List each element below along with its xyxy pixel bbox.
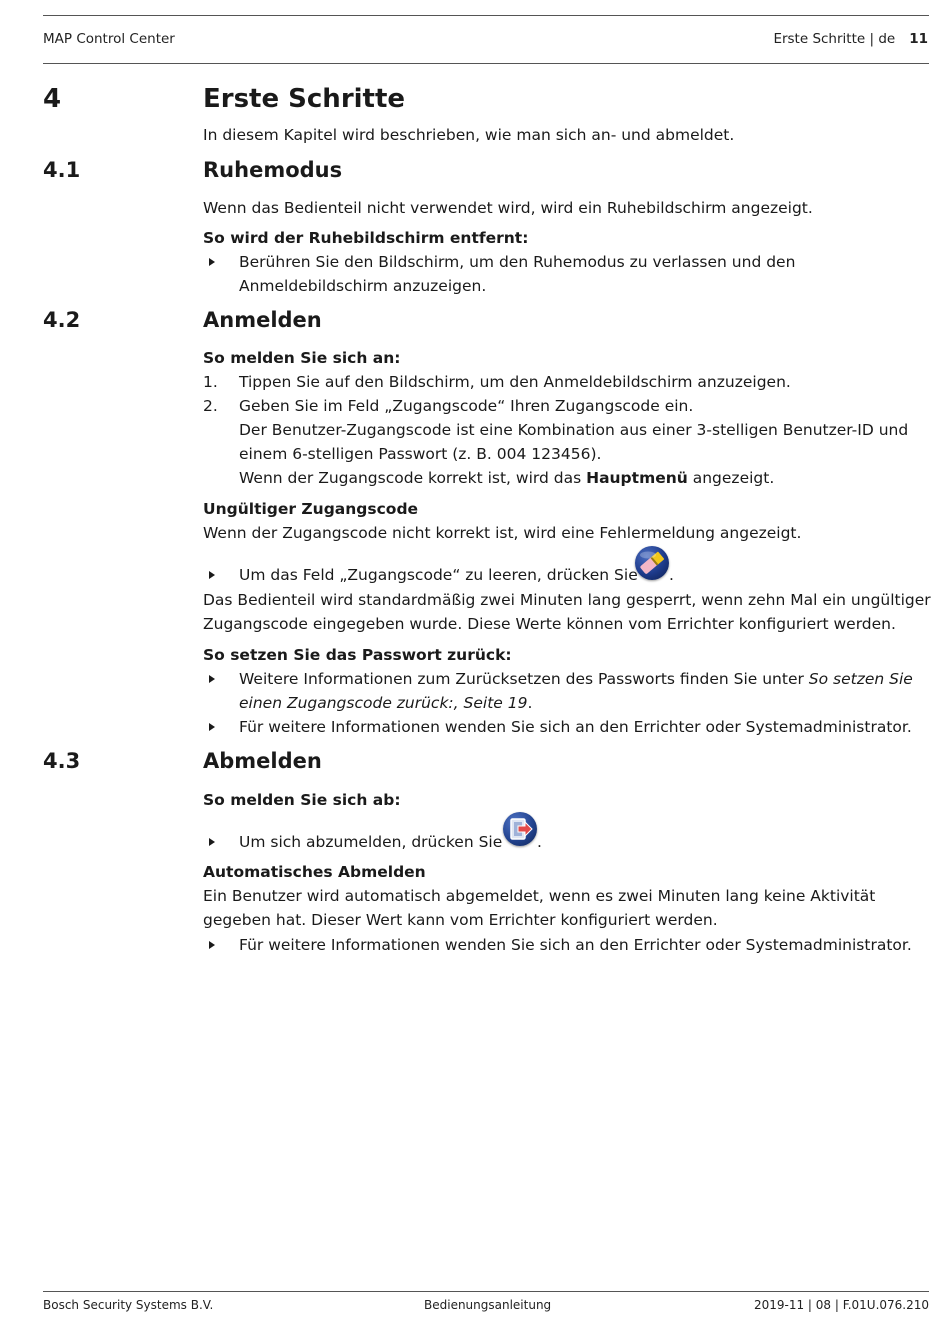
reset-password-heading: So setzen Sie das Passwort zurück: — [203, 646, 512, 664]
lockout-line2: Zugangscode eingegeben wurde. Diese Werte können vom Errichter konfiguriert werden. — [203, 615, 896, 633]
eraser-icon — [635, 546, 669, 580]
section-4-1-howto: So wird der Ruhebildschirm entfernt: — [203, 229, 529, 247]
auto-logout-line2: gegeben hat. Dieser Wert kann vom Errichter konfiguriert werden. — [203, 911, 718, 929]
invalid-code-text: Wenn der Zugangscode nicht korrekt ist, wird eine Fehlermeldung angezeigt. — [203, 524, 802, 542]
eraser-icon-graphic — [635, 546, 669, 580]
reset-bullet-period: . — [527, 694, 533, 712]
header-section-label: Erste Schritte | de — [773, 31, 896, 47]
step-1-number: 1. — [203, 373, 218, 391]
logout-icon-graphic — [503, 812, 537, 846]
clear-code-period: . — [669, 566, 674, 584]
section-4-3-number: 4.3 — [43, 749, 81, 773]
auto-logout-bullet: Für weitere Informationen wenden Sie sich an den Errichter oder Systemadministrator. — [239, 936, 912, 954]
section-4-1-intro: Wenn das Bedienteil nicht verwendet wird, wird ein Ruhebildschirm angezeigt. — [203, 199, 813, 217]
chapter-number: 4 — [43, 84, 62, 114]
section-4-1-title: Ruhemodus — [203, 158, 343, 182]
lockout-line1: Das Bedienteil wird standardmäßig zwei Minuten lang gesperrt, wenn zehn Mal ein ungültiger — [203, 591, 931, 609]
main-menu-term: Hauptmenü — [586, 469, 688, 487]
footer-doc-id: 2019-11 | 08 | F.01U.076.210 — [753, 1298, 929, 1312]
reset-bullet-2: Für weitere Informationen wenden Sie sich an den Errichter oder Systemadministrator. — [239, 718, 912, 736]
header-section — [773, 31, 928, 47]
footer-rule — [43, 1291, 929, 1292]
step-2-detail-line3-post: angezeigt. — [687, 469, 775, 487]
section-4-1-bullet-line2: Anmeldebildschirm anzuzeigen. — [239, 277, 487, 295]
bullet-marker — [209, 675, 215, 683]
reset-cross-reference-part2[interactable]: einen Zugangscode zurück:, Seite 19 — [239, 694, 528, 712]
step-2-detail-line3 — [239, 466, 774, 490]
auto-logout-line1: Ein Benutzer wird automatisch abgemeldet, wenn es zwei Minuten lang keine Aktivität — [203, 887, 876, 905]
step-1-text: Tippen Sie auf den Bildschirm, um den Anmeldebildschirm anzuzeigen. — [239, 373, 791, 391]
section-4-2-number: 4.2 — [43, 308, 81, 332]
section-4-2-title: Anmelden — [203, 308, 322, 332]
chapter-intro: In diesem Kapitel wird beschrieben, wie man sich an- und abmeldet. — [203, 126, 735, 144]
header-bottom-rule — [43, 63, 929, 64]
section-4-1-number: 4.1 — [43, 158, 81, 182]
step-2-number: 2. — [203, 397, 218, 415]
logout-bullet: Um sich abzumelden, drücken Sie — [239, 833, 503, 851]
section-4-3-howto: So melden Sie sich ab: — [203, 791, 401, 809]
reset-cross-reference-part1[interactable]: So setzen Sie — [808, 670, 913, 688]
header-top-rule — [43, 15, 929, 16]
page-number: 11 — [909, 31, 928, 47]
logout-period: . — [537, 833, 542, 851]
section-4-3-title: Abmelden — [203, 749, 322, 773]
header-product: MAP Control Center — [43, 31, 175, 47]
reset-bullet-text: Weitere Informationen zum Zurücksetzen des Passworts finden Sie unter — [239, 670, 809, 688]
bullet-marker — [209, 723, 215, 731]
bullet-marker — [209, 258, 215, 266]
invalid-code-heading: Ungültiger Zugangscode — [203, 500, 419, 518]
clear-code-bullet: Um das Feld „Zugangscode“ zu leeren, drücken Sie — [239, 566, 638, 584]
reset-bullet-line1 — [239, 667, 913, 691]
auto-logout-heading: Automatisches Abmelden — [203, 863, 426, 881]
reset-bullet-line2 — [239, 691, 532, 715]
step-2-text: Geben Sie im Feld „Zugangscode“ Ihren Zugangscode ein. — [239, 397, 694, 415]
step-2-detail-line1: Der Benutzer-Zugangscode ist eine Kombination aus einer 3-stelligen Benutzer-ID und — [239, 421, 909, 439]
bullet-marker — [209, 941, 215, 949]
step-2-detail-line2: einem 6-stelligen Passwort (z. B. 004 123456). — [239, 445, 602, 463]
chapter-title: Erste Schritte — [203, 84, 406, 114]
footer-company: Bosch Security Systems B.V. — [43, 1298, 214, 1312]
logout-icon — [503, 812, 537, 846]
bullet-marker — [209, 838, 215, 846]
footer-doc-type: Bedienungsanleitung — [424, 1298, 552, 1312]
section-4-1-bullet-line1: Berühren Sie den Bildschirm, um den Ruhemodus zu verlassen und den — [239, 253, 796, 271]
section-4-2-howto: So melden Sie sich an: — [203, 349, 401, 367]
bullet-marker — [209, 571, 215, 579]
step-2-detail-line3-pre: Wenn der Zugangscode korrekt ist, wird das — [239, 469, 587, 487]
